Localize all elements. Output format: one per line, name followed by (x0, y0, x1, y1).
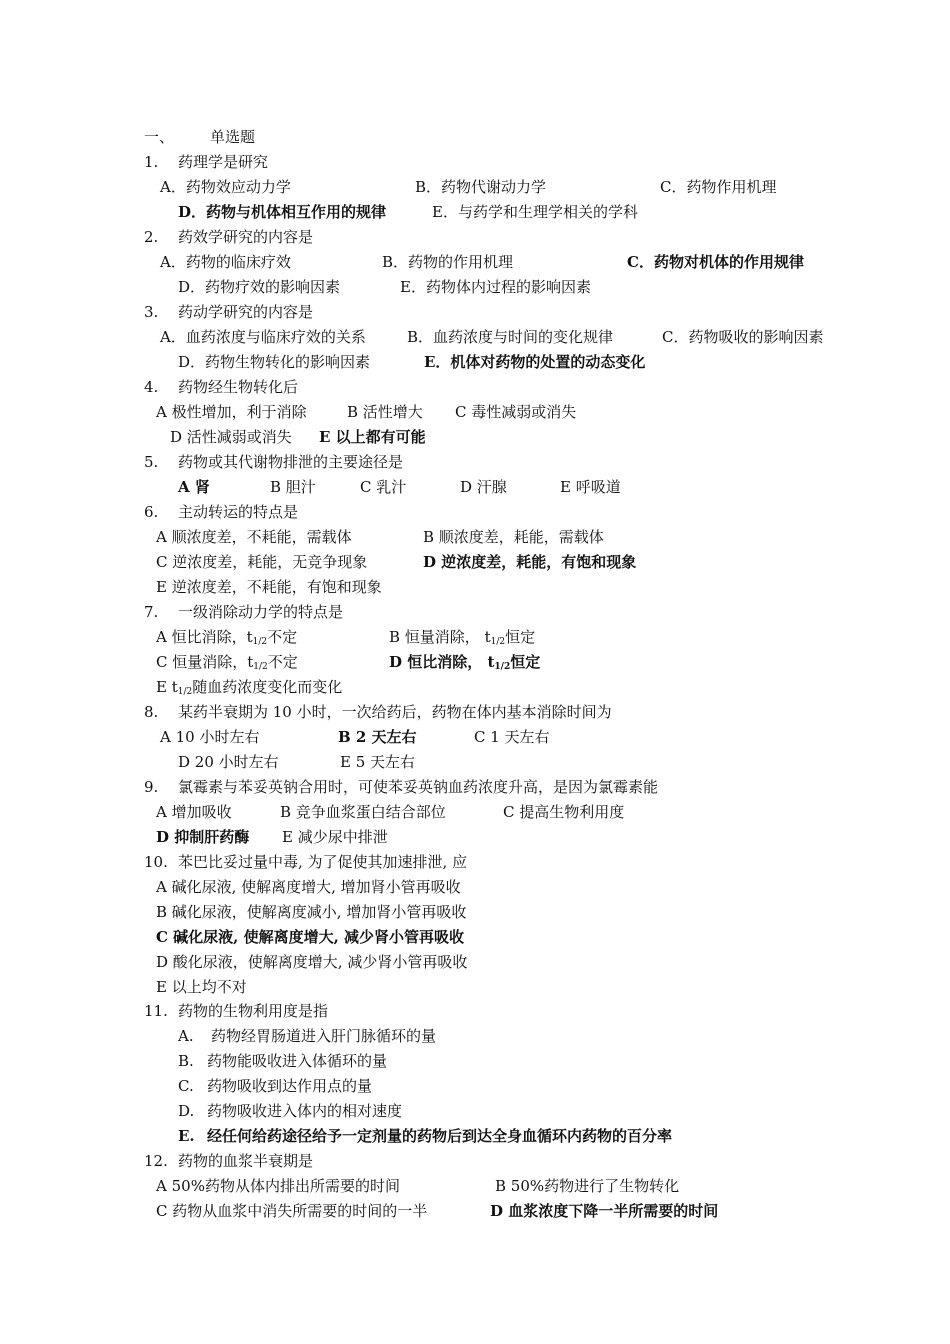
question-number: 8. (144, 703, 159, 721)
option-c: C 提高生物利用度 (503, 803, 625, 821)
option-e: E 5 天左右 (340, 753, 416, 771)
option-e: E．药物体内过程的影响因素 (400, 278, 591, 296)
option-b: B 顺浓度差，耗能，需载体 (423, 528, 604, 546)
option-c: C．药物吸收的影响因素 (662, 328, 824, 346)
option-c-answer: C 碱化尿液, 使解离度增大, 减少肾小管再吸收 (156, 928, 465, 946)
option-d-answer: D 逆浓度差，耗能，有饱和现象 (423, 553, 637, 571)
option-e: E 呼吸道 (560, 478, 621, 496)
question-stem: 药动学研究的内容是 (178, 303, 314, 321)
option-b: B 竞争血浆蛋白结合部位 (280, 803, 446, 821)
option-a: A 增加吸收 (156, 803, 232, 821)
option-b-letter: B. (178, 1052, 194, 1070)
option-a: A 恒比消除，$t_{1/2}$不定 (156, 628, 298, 647)
option-d: D 20 小时左右 (178, 753, 279, 771)
question-stem: 药物或其代谢物排泄的主要途径是 (178, 453, 404, 471)
option-c-letter: C. (178, 1077, 194, 1095)
option-a: A 10 小时左右 (160, 728, 260, 746)
option-b: 药物能吸收进入体循环的量 (207, 1052, 388, 1070)
question-stem: 药效学研究的内容是 (178, 228, 314, 246)
option-d-answer: D．药物与机体相互作用的规律 (178, 203, 387, 221)
option-b: B 活性增大 (347, 403, 423, 421)
question-stem: 药物的血浆半衰期是 (178, 1152, 314, 1170)
option-c: C 毒性减弱或消失 (455, 403, 577, 421)
option-b: B．药物代谢动力学 (415, 178, 547, 196)
option-c: C 逆浓度差，耗能，无竞争现象 (156, 553, 368, 571)
option-d-answer: D 抑制肝药酶 (156, 828, 250, 846)
option-a: A 顺浓度差，不耗能，需载体 (156, 528, 352, 546)
option-d: 药物吸收进入体内的相对速度 (207, 1102, 403, 1120)
option-c: C．药物作用机理 (660, 178, 777, 196)
option-a: A．药物效应动力学 (160, 178, 291, 196)
question-number: 1. (144, 153, 159, 171)
option-e: E 减少尿中排泄 (282, 828, 388, 846)
option-d: D 汗腺 (460, 478, 507, 496)
option-c: C 恒量消除，$t_{1/2}$不定 (156, 653, 298, 672)
option-a: A 碱化尿液, 使解离度增大, 增加肾小管再吸收 (156, 878, 461, 896)
option-c: 药物吸收到达作用点的量 (207, 1077, 373, 1095)
option-d-letter: D. (178, 1102, 195, 1120)
question-stem: 药物的生物利用度是指 (178, 1002, 329, 1020)
question-number: 10. (144, 853, 168, 871)
option-a: A 50%药物从体内排出所需要的时间 (156, 1177, 400, 1195)
option-c: C 乳汁 (360, 478, 407, 496)
question-stem: 一级消除动力学的特点是 (178, 603, 344, 621)
option-c: C 药物从血浆中消失所需要的时间的一半 (156, 1202, 428, 1220)
option-d-answer: D 血浆浓度下降一半所需要的时间 (490, 1202, 719, 1220)
option-b: B．药物的作用机理 (382, 253, 514, 271)
question-stem: 苯巴比妥过量中毒, 为了促使其加速排泄, 应 (178, 853, 468, 871)
option-b: B 碱化尿液，使解离度减小, 增加肾小管再吸收 (156, 903, 467, 921)
option-b-answer: B 2 天左右 (338, 728, 417, 746)
option-a: 药物经胃肠道进入肝门脉循环的量 (211, 1027, 437, 1045)
option-a-answer: A 肾 (178, 478, 210, 496)
option-e-letter: E. (178, 1127, 195, 1145)
section-number: 一、 (144, 128, 175, 146)
option-e-answer: E．机体对药物的处置的动态变化 (424, 353, 646, 371)
option-a: A．血药浓度与临床疗效的关系 (160, 328, 366, 346)
question-stem: 主动转运的特点是 (178, 503, 299, 521)
option-b: B 恒量消除， $t_{1/2}$恒定 (389, 628, 536, 647)
option-d: D．药物疗效的影响因素 (178, 278, 341, 296)
option-c: C 1 天左右 (474, 728, 550, 746)
option-d: D 酸化尿液，使解离度增大, 减少肾小管再吸收 (156, 953, 468, 971)
option-a: A．药物的临床疗效 (160, 253, 291, 271)
option-c-answer: C．药物对机体的作用规律 (627, 253, 804, 271)
question-number: 12. (144, 1152, 168, 1170)
option-d: D 活性减弱或消失 (170, 428, 292, 446)
question-number: 2. (144, 228, 159, 246)
question-stem: 药物经生物转化后 (178, 378, 299, 396)
question-stem: 药理学是研究 (178, 153, 269, 171)
option-e: E 以上均不对 (156, 978, 247, 996)
question-number: 4. (144, 378, 159, 396)
option-b: B 50%药物进行了生物转化 (495, 1177, 680, 1195)
section-title: 单选题 (210, 128, 256, 146)
option-d-answer: D 恒比消除， $t_{1/2}$恒定 (389, 653, 541, 672)
option-b: B 胆汁 (270, 478, 316, 496)
option-e-answer: 经任何给药途径给予一定剂量的药物后到达全身血循环内药物的百分率 (207, 1127, 673, 1145)
question-number: 6. (144, 503, 159, 521)
question-stem: 某药半衰期为 10 小时，一次给药后，药物在体内基本消除时间为 (178, 703, 612, 721)
option-a: A 极性增加，利于消除 (156, 403, 307, 421)
option-e-answer: E 以上都有可能 (319, 428, 426, 446)
question-number: 3. (144, 303, 159, 321)
option-e: E．与药学和生理学相关的学科 (432, 203, 638, 221)
option-a-letter: A. (178, 1027, 194, 1045)
option-d: D．药物生物转化的影响因素 (178, 353, 371, 371)
question-number: 7. (144, 603, 159, 621)
question-number: 9. (144, 778, 159, 796)
question-stem: 氯霉素与苯妥英钠合用时，可使苯妥英钠血药浓度升高，是因为氯霉素能 (178, 778, 659, 796)
option-e: E $t_{1/2}$随血药浓度变化而变化 (156, 678, 343, 697)
option-b: B．血药浓度与时间的变化规律 (407, 328, 614, 346)
option-e: E 逆浓度差，不耗能，有饱和现象 (156, 578, 382, 596)
question-number: 5. (144, 453, 159, 471)
question-number: 11. (144, 1002, 168, 1020)
